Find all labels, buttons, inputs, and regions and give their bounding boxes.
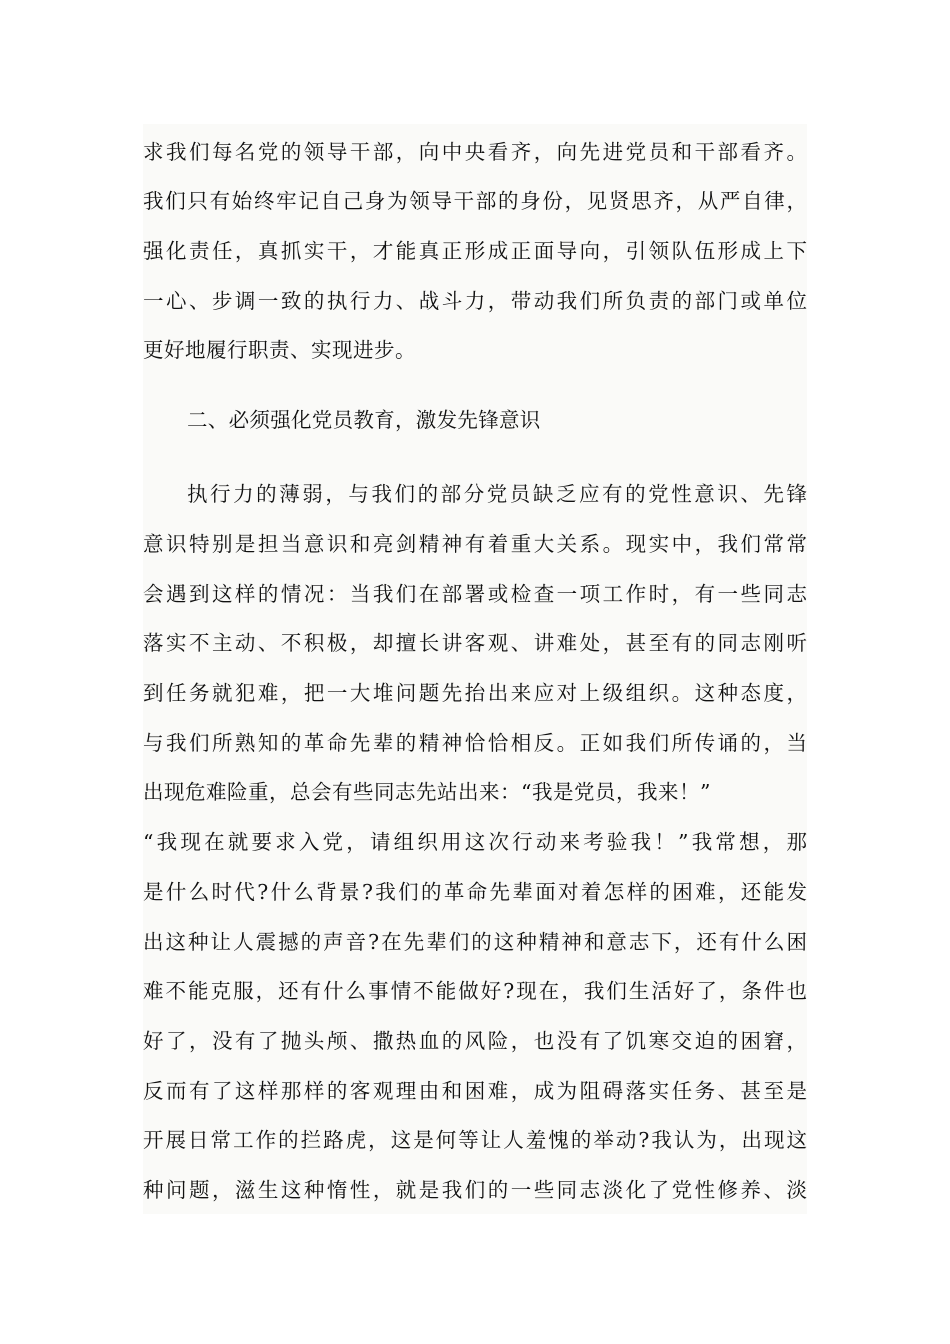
text-line: 强化责任，真抓实干，才能真正形成正面导向，引领队伍形成上下: [143, 239, 807, 263]
text-line: 好了，没有了抛头颅、撒热血的风险，也没有了饥寒交迫的困窘，: [143, 1029, 807, 1053]
text-line: 会遇到这样的情况：当我们在部署或检查一项工作时，有一些同志: [143, 582, 807, 606]
text-line: 难不能克服，还有什么事情不能做好?现在，我们生活好了，条件也: [143, 979, 807, 1003]
text-line: 出这种让人震撼的声音?在先辈们的这种精神和意志下，还有什么困: [143, 930, 807, 954]
text-line: 更好地履行职责、实现进步。: [143, 338, 416, 362]
text-line: 执行力的薄弱，与我们的部分党员缺乏应有的党性意识、先锋: [187, 482, 807, 506]
text-line: 与我们所熟知的革命先辈的精神恰恰相反。正如我们所传诵的，当: [143, 731, 807, 755]
text-line: 落实不主动、不积极，却擅长讲客观、讲难处，甚至有的同志刚听: [143, 631, 807, 655]
text-line: 出现危难险重，总会有些同志先站出来：“我是党员，我来！”: [143, 780, 711, 804]
text-line: 一心、步调一致的执行力、战斗力，带动我们所负责的部门或单位: [143, 289, 807, 313]
text-line: 是什么时代?什么背景?我们的革命先辈面对着怎样的困难，还能发: [143, 880, 807, 904]
text-line: “我现在就要求入党，请组织用这次行动来考验我！”我常想，那: [143, 830, 807, 854]
text-line: 到任务就犯难，把一大堆问题先抬出来应对上级组织。这种态度，: [143, 681, 807, 705]
text-line: 反而有了这样那样的客观理由和困难，成为阻碍落实任务、甚至是: [143, 1079, 807, 1103]
text-line: 求我们每名党的领导干部，向中央看齐，向先进党员和干部看齐。: [143, 140, 807, 164]
section-heading: 二、必须强化党员教育，激发先锋意识: [187, 408, 541, 432]
document-text-block: [143, 124, 807, 1214]
text-line: 意识特别是担当意识和亮剑精神有着重大关系。现实中，我们常常: [143, 532, 807, 556]
text-line: 种问题，滋生这种惰性，就是我们的一些同志淡化了党性修养、淡: [143, 1178, 807, 1202]
text-line: 我们只有始终牢记自己身为领导干部的身份，见贤思齐，从严自律，: [143, 189, 807, 213]
text-line: 开展日常工作的拦路虎，这是何等让人羞愧的举动?我认为，出现这: [143, 1128, 807, 1152]
